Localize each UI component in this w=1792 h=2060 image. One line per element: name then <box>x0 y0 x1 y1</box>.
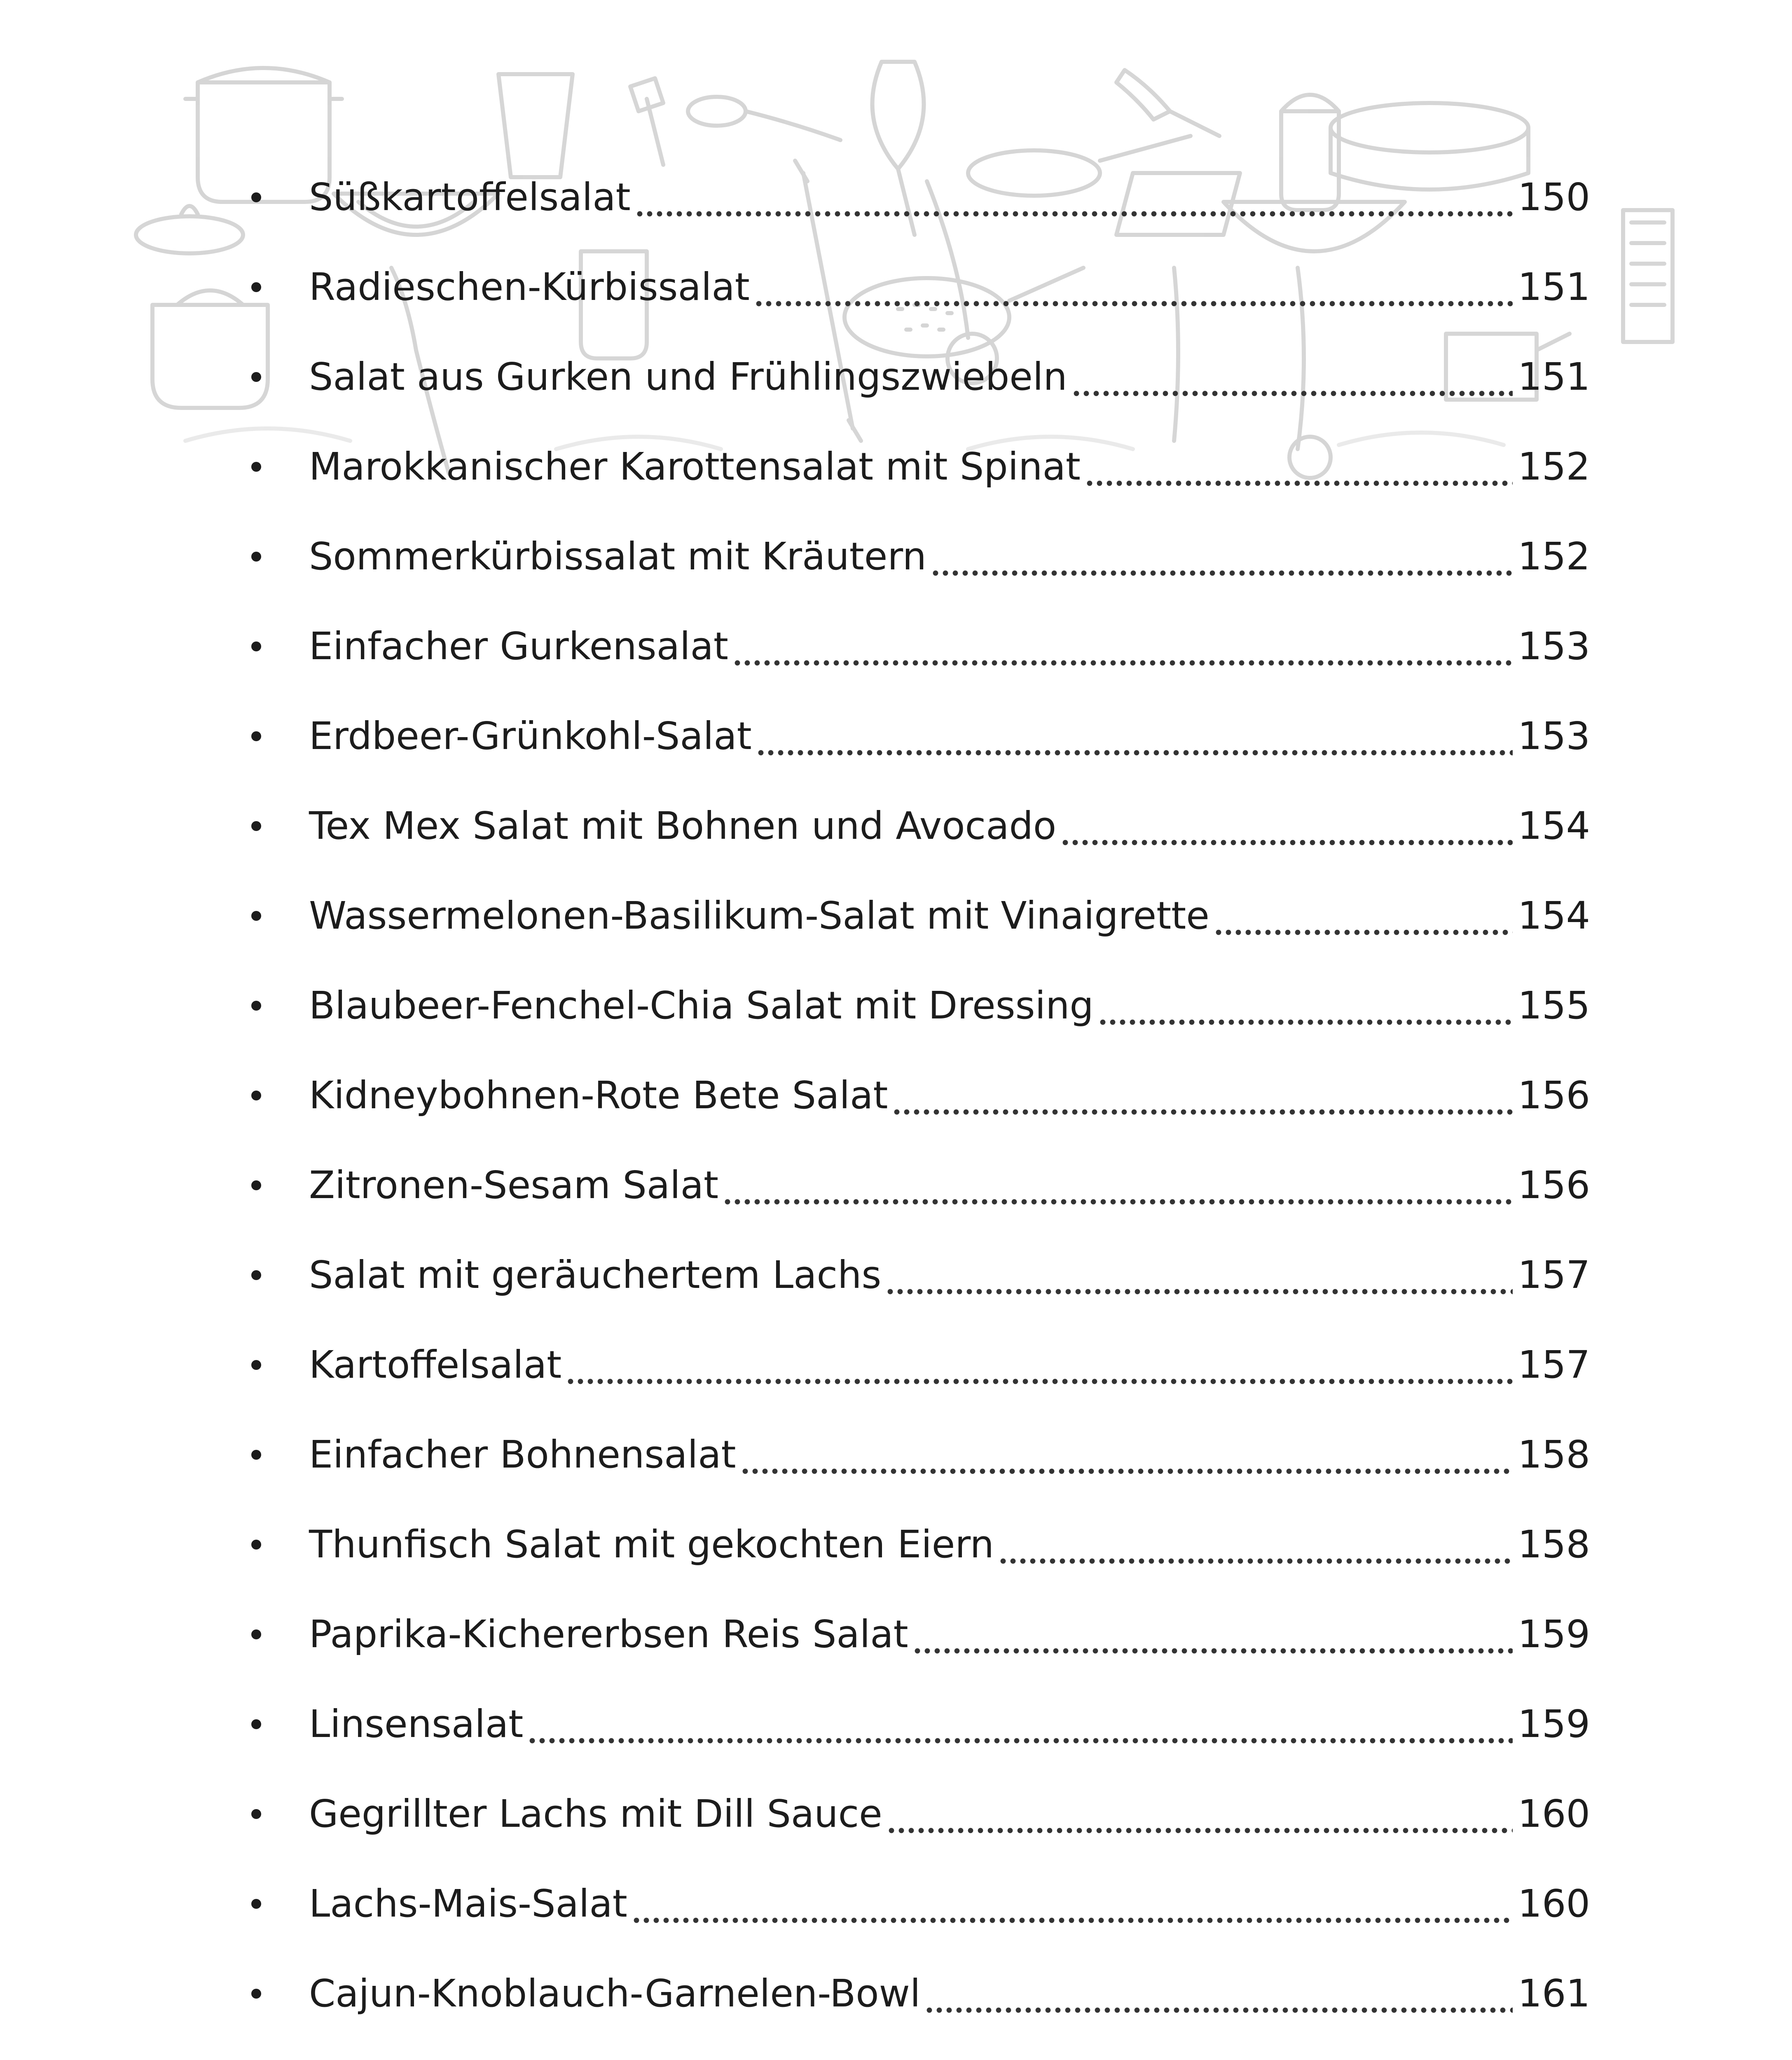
toc-entry-title: Lachs-Mais-Salat <box>309 1882 627 1926</box>
toc-entry-title: Thunfisch Salat mit gekochten Eiern <box>309 1522 994 1566</box>
dot-leader <box>912 1618 1513 1656</box>
dot-leader <box>931 540 1513 578</box>
bullet-icon <box>251 911 261 921</box>
toc-entry-title: Cajun-Knoblauch-Garnelen-Bowl <box>309 1971 921 2016</box>
toc-entry-17[interactable] <box>231 1589 1590 1679</box>
toc-entry-page-number: 152 <box>1518 445 1590 489</box>
bullet-icon <box>251 1001 261 1011</box>
toc-entry-5[interactable] <box>231 512 1590 602</box>
dot-leader <box>740 1438 1513 1476</box>
toc-entry-13[interactable] <box>231 1230 1590 1320</box>
toc-entry-20[interactable] <box>231 1859 1590 1949</box>
toc-entry-page-number: 156 <box>1518 1163 1590 1207</box>
bullet-icon <box>251 1360 261 1370</box>
toc-entry-6[interactable] <box>231 602 1590 691</box>
toc-entry-14[interactable] <box>231 1320 1590 1410</box>
bullet-icon <box>251 821 261 831</box>
toc-entry-title: Paprika-Kichererbsen Reis Salat <box>309 1612 908 1656</box>
toc-entry-22[interactable] <box>231 2039 1590 2060</box>
toc-entry-16[interactable] <box>231 1500 1590 1589</box>
toc-entry-title: Erdbeer-Grünkohl-Salat <box>309 714 752 758</box>
toc-entry-title: Einfacher Gurkensalat <box>309 624 728 668</box>
dot-leader <box>732 630 1513 668</box>
toc-entry-title: Blaubeer-Fenchel-Chia Salat mit Dressing <box>309 983 1094 1028</box>
bullet-icon <box>251 1899 261 1909</box>
dot-leader <box>887 1798 1513 1835</box>
dot-leader <box>892 1079 1513 1117</box>
bullet-icon <box>251 1719 261 1729</box>
toc-entry-18[interactable] <box>231 1679 1590 1769</box>
dot-leader <box>756 720 1513 758</box>
toc-entry-9[interactable] <box>231 871 1590 961</box>
dot-leader <box>1085 450 1513 488</box>
toc-entry-4[interactable] <box>231 422 1590 512</box>
toc-entry-3[interactable] <box>231 332 1590 422</box>
bullet-icon <box>251 1809 261 1819</box>
bullet-icon <box>251 1450 261 1460</box>
bullet-icon <box>251 282 261 292</box>
toc-entry-21[interactable] <box>231 1949 1590 2039</box>
toc-entry-title: Linsensalat <box>309 1702 524 1746</box>
toc-entry-7[interactable] <box>231 691 1590 781</box>
toc-entry-title: Marokkanischer Karottensalat mit Spinat <box>309 445 1081 489</box>
dot-leader <box>1214 899 1513 937</box>
toc-entry-page-number: 154 <box>1518 894 1590 938</box>
toc-entry-page-number: 157 <box>1518 1343 1590 1387</box>
toc-entry-page-number: 153 <box>1518 624 1590 668</box>
bullet-icon <box>251 1629 261 1639</box>
toc-entry-page-number: 159 <box>1518 1702 1590 1746</box>
toc-entry-2[interactable] <box>231 242 1590 332</box>
dot-leader <box>527 1708 1513 1746</box>
bullet-icon <box>251 462 261 472</box>
bullet-icon <box>251 192 261 202</box>
dot-leader <box>723 1169 1513 1207</box>
dot-leader <box>1060 810 1513 847</box>
dot-leader <box>885 1259 1513 1297</box>
toc-entry-title: Wassermelonen-Basilikum-Salat mit Vinaigrette <box>309 894 1209 938</box>
bullet-icon <box>251 1091 261 1100</box>
dot-leader <box>1098 989 1513 1027</box>
bullet-icon <box>251 1270 261 1280</box>
dot-leader <box>754 271 1513 309</box>
dot-leader <box>635 181 1513 219</box>
toc-entry-19[interactable] <box>231 1769 1590 1859</box>
bullet-icon <box>251 552 261 562</box>
toc-entry-page-number: 160 <box>1518 1792 1590 1836</box>
toc-entry-10[interactable] <box>231 961 1590 1051</box>
toc-entry-page-number: 159 <box>1518 1612 1590 1656</box>
toc-entry-title: Kartoffelsalat <box>309 1343 562 1387</box>
toc-entry-title: Sommerkürbissalat mit Kräutern <box>309 534 926 578</box>
dot-leader <box>924 1977 1513 2015</box>
bullet-icon <box>251 372 261 382</box>
table-of-contents <box>231 152 1590 2060</box>
toc-entry-page-number: 158 <box>1518 1522 1590 1566</box>
toc-entry-8[interactable] <box>231 781 1590 871</box>
dot-leader <box>998 1528 1513 1566</box>
toc-entry-title: Zitronen-Sesam Salat <box>309 1163 719 1207</box>
bullet-icon <box>251 1540 261 1550</box>
dot-leader <box>566 1348 1513 1386</box>
toc-entry-title: Kidneybohnen-Rote Bete Salat <box>309 1073 888 1117</box>
toc-entry-page-number: 160 <box>1518 1882 1590 1926</box>
toc-entry-page-number: 161 <box>1518 1971 1590 2016</box>
toc-entry-12[interactable] <box>231 1140 1590 1230</box>
toc-entry-title: Süßkartoffelsalat <box>309 175 631 219</box>
toc-entry-title: Tex Mex Salat mit Bohnen und Avocado <box>309 804 1057 848</box>
bullet-icon <box>251 731 261 741</box>
toc-entry-page-number: 154 <box>1518 804 1590 848</box>
toc-entry-page-number: 158 <box>1518 1433 1590 1477</box>
toc-entry-page-number: 151 <box>1518 265 1590 309</box>
toc-entry-page-number: 151 <box>1518 355 1590 399</box>
toc-entry-page-number: 153 <box>1518 714 1590 758</box>
toc-entry-11[interactable] <box>231 1051 1590 1140</box>
toc-entry-title: Einfacher Bohnensalat <box>309 1433 736 1477</box>
toc-entry-title: Salat mit geräuchertem Lachs <box>309 1253 882 1297</box>
bullet-icon <box>251 1989 261 1999</box>
bullet-icon <box>251 1180 261 1190</box>
toc-entry-page-number: 150 <box>1518 175 1590 219</box>
toc-entry-page-number: 152 <box>1518 534 1590 578</box>
toc-entry-title: Gegrillter Lachs mit Dill Sauce <box>309 1792 882 1836</box>
dot-leader <box>1071 360 1513 398</box>
toc-entry-title: Radieschen-Kürbissalat <box>309 265 750 309</box>
toc-entry-title: Salat aus Gurken und Frühlingszwiebeln <box>309 355 1067 399</box>
dot-leader <box>632 1887 1513 1925</box>
toc-entry-page-number: 155 <box>1518 983 1590 1028</box>
toc-entry-page-number: 157 <box>1518 1253 1590 1297</box>
toc-entry-15[interactable] <box>231 1410 1590 1500</box>
bullet-icon <box>251 641 261 651</box>
toc-entry-page-number: 156 <box>1518 1073 1590 1117</box>
toc-entry-1[interactable] <box>231 152 1590 242</box>
